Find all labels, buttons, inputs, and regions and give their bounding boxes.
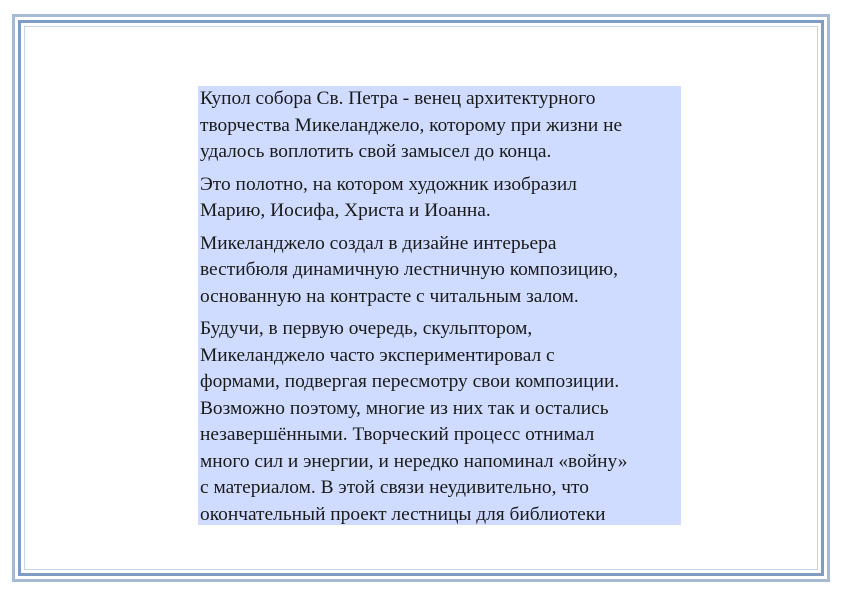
paragraph-dome: Купол собора Св. Петра - венец архитектурного творчества Микеланджело, которому при жизни не удалось воплотить свой замысел до конца. [200, 88, 623, 162]
paragraph-painting: Это полотно, на котором художник изобразил Марию, Иосифа, Христа и Иоанна. [200, 173, 577, 221]
text-block [198, 86, 681, 525]
paragraph-sculptor: Будучи, в первую очередь, скульптором, Микеланджело часто экспериментировал с формами, подвергая пересмотру свои композиции. Возможно поэтому, многие из них так и остались незавершёнными. Творческий процесс отнимал много сил и энергии, и нередко напоминал «войну» с материалом. В этой связи неудивительно, что окончательный проект лестницы для библиотеки [200, 318, 628, 525]
paragraph-vestibule: Микеланджело создал в дизайне интерьера вестибюля динамичную лестничную композицию, основанную на контрасте с читальным залом. [200, 232, 618, 307]
